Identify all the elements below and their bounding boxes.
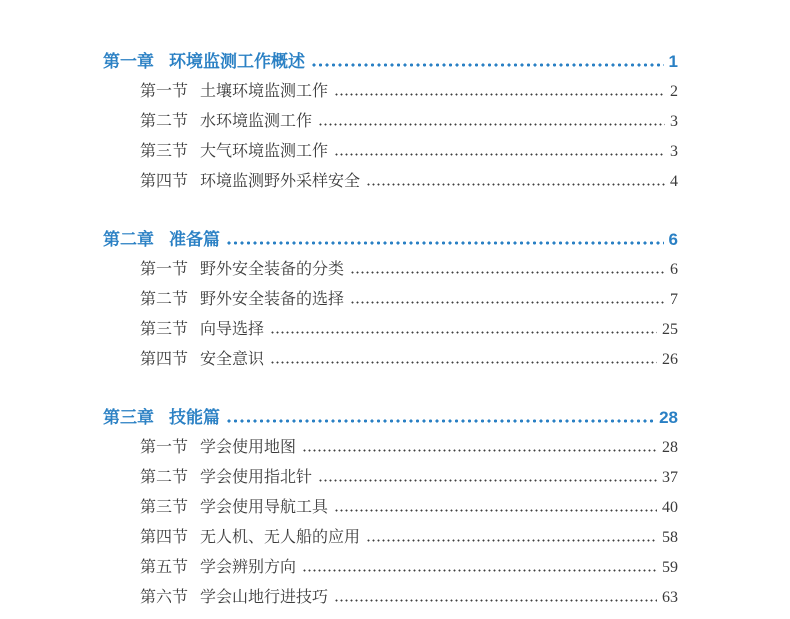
section-page-number: 28	[662, 439, 678, 456]
section-page-number: 4	[670, 173, 678, 190]
dot-leader	[335, 153, 665, 156]
section-number-label: 第二节	[140, 291, 189, 308]
dot-leader	[303, 569, 657, 572]
section-number-label: 第三节	[140, 499, 189, 516]
toc-section-row[interactable]	[103, 137, 678, 167]
chapter-title: 环境监测工作概述	[169, 52, 305, 71]
dot-leader	[312, 63, 664, 67]
section-title: 学会使用导航工具	[200, 499, 329, 516]
dot-leader	[319, 479, 657, 482]
section-number-label: 第一节	[140, 83, 189, 100]
section-page-number: 26	[662, 351, 678, 368]
chapter-number-label: 第三章	[103, 408, 154, 427]
dot-leader	[351, 271, 665, 274]
section-page-number: 58	[662, 529, 678, 546]
section-number-label: 第二节	[140, 469, 189, 486]
section-page-number: 3	[670, 143, 678, 160]
section-title: 土壤环境监测工作	[200, 83, 329, 100]
dot-leader	[367, 183, 665, 186]
dot-leader	[367, 539, 657, 542]
chapter-block-2	[103, 225, 678, 375]
chapter-title: 技能篇	[169, 408, 220, 427]
section-title: 野外安全装备的分类	[200, 261, 345, 278]
toc-section-row[interactable]	[103, 553, 678, 583]
toc-chapter-row[interactable]	[103, 403, 678, 433]
dot-leader	[271, 331, 657, 334]
toc-section-row[interactable]	[103, 285, 678, 315]
section-page-number: 63	[662, 589, 678, 606]
section-page-number: 6	[670, 261, 678, 278]
section-number-label: 第一节	[140, 439, 189, 456]
section-page-number: 2	[670, 83, 678, 100]
section-title: 学会辨别方向	[200, 559, 297, 576]
toc-section-row[interactable]	[103, 167, 678, 197]
dot-leader	[227, 419, 654, 423]
toc-section-row[interactable]	[103, 77, 678, 107]
dot-leader	[335, 599, 657, 602]
section-page-number: 25	[662, 321, 678, 338]
chapter-page-number: 1	[668, 52, 678, 71]
toc-section-row[interactable]	[103, 433, 678, 463]
section-page-number: 40	[662, 499, 678, 516]
section-title: 无人机、无人船的应用	[200, 529, 361, 546]
chapter-block-3	[103, 403, 678, 613]
section-title: 环境监测野外采样安全	[200, 173, 361, 190]
section-number-label: 第二节	[140, 113, 189, 130]
section-number-label: 第一节	[140, 261, 189, 278]
toc-section-row[interactable]	[103, 493, 678, 523]
dot-leader	[335, 509, 657, 512]
chapter-page-number: 6	[668, 230, 678, 249]
toc-section-row[interactable]	[103, 107, 678, 137]
chapter-number-label: 第一章	[103, 52, 154, 71]
dot-leader	[319, 123, 665, 126]
section-number-label: 第四节	[140, 529, 189, 546]
section-title: 野外安全装备的选择	[200, 291, 345, 308]
section-title: 学会山地行进技巧	[200, 589, 329, 606]
section-title: 水环境监测工作	[200, 113, 313, 130]
section-page-number: 59	[662, 559, 678, 576]
section-title: 向导选择	[200, 321, 265, 338]
chapter-block-1	[103, 47, 678, 197]
section-number-label: 第四节	[140, 173, 189, 190]
toc-section-row[interactable]	[103, 255, 678, 285]
dot-leader	[351, 301, 665, 304]
chapter-title: 准备篇	[169, 230, 220, 249]
section-number-label: 第六节	[140, 589, 189, 606]
section-title: 大气环境监测工作	[200, 143, 329, 160]
section-number-label: 第三节	[140, 321, 189, 338]
section-title: 学会使用地图	[200, 439, 297, 456]
toc-section-row[interactable]	[103, 345, 678, 375]
chapter-page-number: 28	[659, 408, 678, 427]
toc-chapter-row[interactable]	[103, 225, 678, 255]
section-number-label: 第五节	[140, 559, 189, 576]
section-page-number: 3	[670, 113, 678, 130]
toc-section-row[interactable]	[103, 583, 678, 613]
dot-leader	[335, 93, 665, 96]
toc-section-row[interactable]	[103, 463, 678, 493]
dot-leader	[227, 241, 664, 245]
toc-chapter-row[interactable]	[103, 47, 678, 77]
section-page-number: 7	[670, 291, 678, 308]
toc-section-row[interactable]	[103, 523, 678, 553]
section-number-label: 第四节	[140, 351, 189, 368]
dot-leader	[303, 449, 657, 452]
toc-section-row[interactable]	[103, 315, 678, 345]
dot-leader	[271, 361, 657, 364]
section-title: 安全意识	[200, 351, 265, 368]
section-number-label: 第三节	[140, 143, 189, 160]
chapter-number-label: 第二章	[103, 230, 154, 249]
section-title: 学会使用指北针	[200, 469, 313, 486]
section-page-number: 37	[662, 469, 678, 486]
